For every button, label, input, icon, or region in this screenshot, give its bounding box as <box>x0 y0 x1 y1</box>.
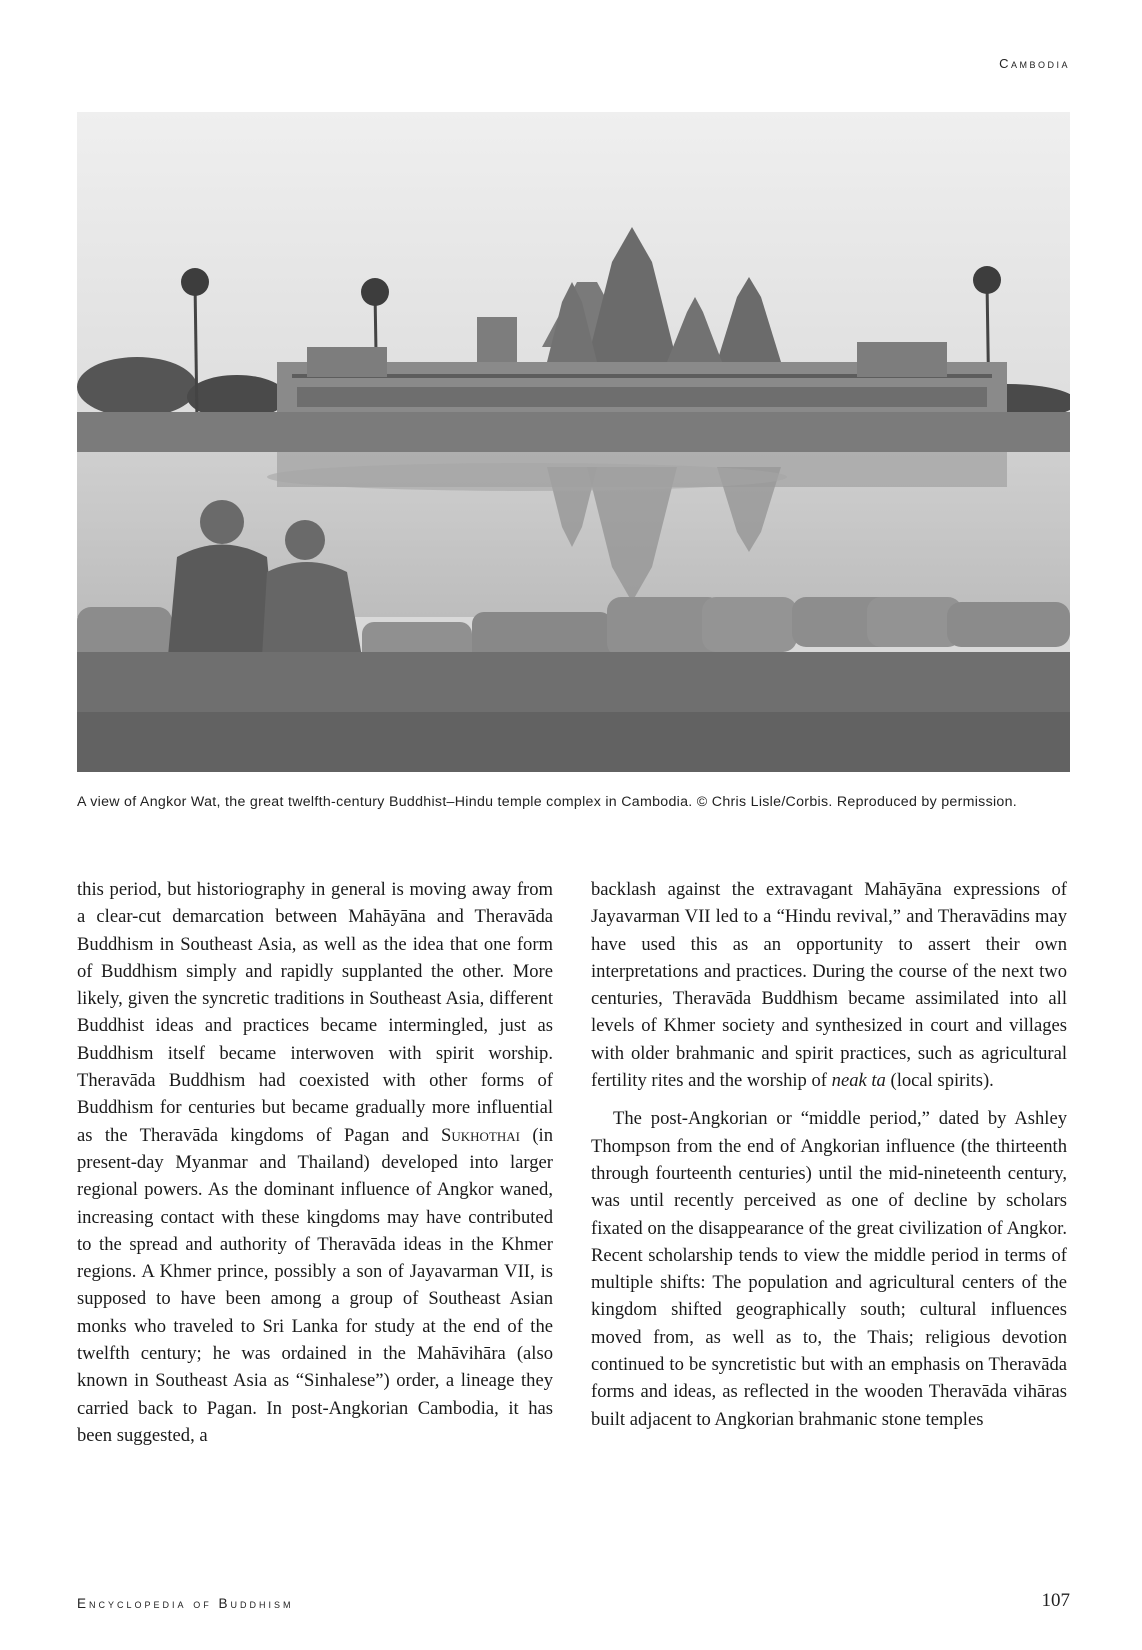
footer-book-title: Encyclopedia of Buddhism <box>77 1596 294 1611</box>
photo-illustration <box>77 112 1070 772</box>
running-head: Cambodia <box>999 56 1070 71</box>
right-p1-part2: (local spirits). <box>885 1070 994 1092</box>
right-column <box>591 876 1067 1433</box>
figure-caption: A view of Angkor Wat, the great twelfth-century Buddhist–Hindu temple complex in Cambodia. © Chris Lisle/Corbis. Reproduced by permission. <box>77 794 1018 810</box>
right-paragraph-1 <box>591 876 1067 1094</box>
neak-ta-term: neak ta <box>831 1070 886 1092</box>
right-p1-part1: backlash against the extravagant Mahāyāna expressions of Jayavarman VII led to a “Hindu revival,” and Theravādins may have used this as an opportunity to assert their own interpretations and practices. During the course of the next two centuries, Theravāda Buddhism became assimilated into all levels of Khmer society and synthesized in court and villages with older brahmanic and spirit practices, such as agricultural fertility rites and the worship of <box>591 879 1067 1092</box>
right-paragraph-2: The post-Angkorian or “middle period,” dated by Ashley Thompson from the end of Angkorian influence (the thirteenth through fourteenth centuries) until the mid-nineteenth century, was until recently perceived as one of decline by scholars fixated on the disappearance of the great civilization of Angkor. Recent scholarship tends to view the middle period in terms of multiple shifts: The population and agricultural centers of the kingdom shifted geographically south; cultural influences moved from, as well as to, the Thais; religious devotion continued to be syncretistic but with an emphasis on Theravāda forms and ideas, as reflected in the wooden Theravāda vihāras built adjacent to Angkorian brahmanic stone temples <box>591 1108 1067 1430</box>
left-text-part1: this period, but historiography in general is moving away from a clear-cut demarcation between Mahāyāna and Theravāda Buddhism in Southeast Asia, as well as the idea that one form of Buddhism simply and rapidly supplanted the other. More likely, given the syncretic traditions in Southeast Asia, different Buddhist ideas and practices became intermingled, just as Buddhism itself became interwoven with spirit worship. Theravāda Buddhism had coexisted with other forms of Buddhism for centuries but became gradually more influential as the Theravāda kingdoms of Pagan and <box>77 879 553 1146</box>
page-number: 107 <box>1041 1590 1070 1611</box>
left-paragraph <box>77 876 553 1449</box>
sukhothai-term: Sukhothai <box>441 1124 520 1146</box>
angkor-wat-photo <box>77 112 1070 772</box>
left-text-part2: (in present-day Myanmar and Thailand) developed into larger regional powers. As the dominant influence of Angkor waned, increasing contact with these kingdoms may have contributed to the spread and authority of Theravāda ideas in the Khmer regions. A Khmer prince, possibly a son of Jayavarman VII, is supposed to have been among a group of Southeast Asian monks who traveled to Sri Lanka for study at the end of the twelfth century; he was ordained in the Mahāvihāra (also known in Southeast Asia as “Sinhalese”) order, a lineage they carried back to Pagan. In post-Angkorian Cambodia, it has been suggested, a <box>77 1124 553 1446</box>
left-column <box>77 876 553 1449</box>
